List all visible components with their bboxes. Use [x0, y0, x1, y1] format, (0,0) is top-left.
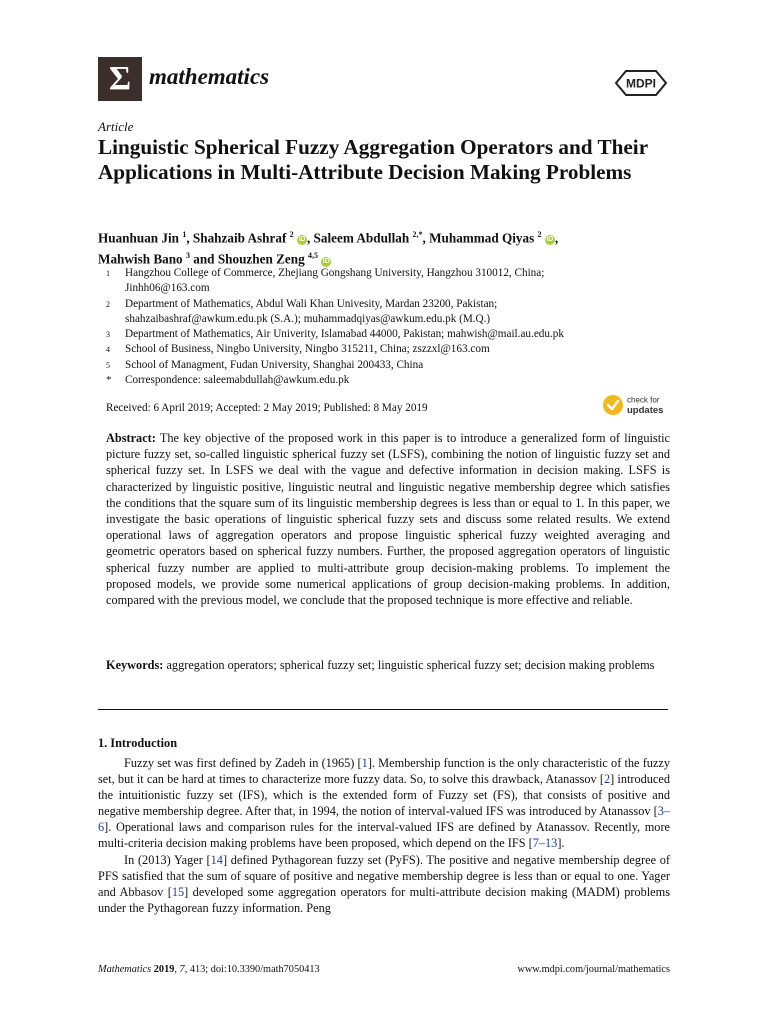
check-updates-icon — [603, 395, 623, 415]
author-affiliation-mark: 4,5 — [307, 251, 318, 261]
affiliation-line: Jinhh06@163.com — [125, 282, 210, 295]
affiliation-number: 2 — [106, 299, 110, 309]
author-separator: and — [189, 251, 218, 267]
affiliation-line: Correspondence: saleemabdullah@awkum.edu.pk — [125, 374, 350, 387]
affiliation-line: Department of Mathematics, Abdul Wali Khan Univesity, Mardan 23200, Pakistan; — [125, 297, 498, 310]
section-body — [98, 755, 670, 916]
affiliation-item — [98, 373, 678, 388]
journal-name: mathematics — [149, 64, 270, 89]
citation-link[interactable]: 3–6 — [98, 804, 670, 835]
affiliation-number: 4 — [106, 345, 110, 355]
mdpi-logo-icon — [612, 68, 670, 98]
citation-link[interactable]: 2 — [603, 772, 611, 787]
affiliation-line: School of Managment, Fudan University, Shanghai 200433, China — [125, 358, 424, 371]
author-name: Mahwish Bano — [98, 251, 183, 267]
paragraph-text: ]. Membership function is the only characteristic of the fuzzy set, but it can be hard at times to characterize more fuzzy data. So, to solve this drawback, Atanassov [ — [98, 756, 671, 787]
author-name: Huanhuan Jin — [98, 230, 180, 246]
check-updates-line2: updates — [627, 405, 664, 416]
affiliation-text — [125, 373, 678, 388]
orcid-icon[interactable]: iD — [298, 236, 306, 244]
publication-dates: Received: 6 April 2019; Accepted: 2 May 2019; Published: 8 May 2019 — [106, 402, 428, 414]
affiliation-text — [125, 266, 678, 297]
affiliation-number: 5 — [106, 360, 110, 370]
author-affiliation-mark: 3 — [185, 251, 190, 261]
paragraph-text: In (2013) Yager [ — [124, 852, 211, 867]
paragraph-text: ]. Operational laws and comparison rules for the interval-valued IFS are defined by Atanassov. Recently, more multi-criteria decision making problems have been proposed, which depend on the IFS [ — [98, 820, 670, 851]
affiliation-item — [98, 266, 678, 297]
author-affiliation-mark: 2 — [537, 230, 542, 239]
paragraph — [98, 755, 670, 852]
check-for-updates-badge[interactable] — [602, 393, 674, 417]
citation-link[interactable]: 14 — [210, 852, 223, 867]
author-separator: , — [306, 230, 314, 246]
footer-citation: Mathematics 2019, 7, 413; doi:10.3390/math7050413 — [98, 964, 320, 975]
author-separator: , — [422, 230, 430, 246]
author-name: Muhammad Qiyas — [429, 230, 535, 246]
citation-link[interactable]: 15 — [171, 884, 185, 899]
author-separator: , — [186, 230, 193, 246]
author-list — [98, 226, 688, 269]
affiliation-text — [125, 327, 678, 342]
citation-link[interactable]: 7–13 — [532, 836, 558, 851]
abstract-label: Abstract: — [106, 431, 156, 445]
affiliation-number: 3 — [106, 330, 110, 340]
footer-year: 2019 — [153, 964, 175, 975]
affiliation-text — [125, 358, 678, 373]
abstract-text: The key objective of the proposed work in this paper is to introduce a generalized form of linguistic picture fuzzy set, so-called linguistic spherical fuzzy set (LSFS), combining the notion of linguistic fuzzy set and spherical fuzzy set. In LSFS we deal with the vague and defective information in decision making. LSFS is characterized by linguistic positive, linguistic neutral and linguistic negative membership degree which satisfies the conditions that the square sum of its linguistic membership degrees is less than or equal to 1. In this paper, we investigate the basic operations of linguistic spherical fuzzy sets and discuss some related results. We extend operational laws of aggregation operators and propose linguistic spherical fuzzy weighted averaging and geometric operators based on spherical fuzzy numbers. Further, the proposed aggregation operators of linguistic spherical fuzzy number are applied to multi-attribute group decision-making problems. To implement the proposed models, we provide some numerical applications of group decision-making problems. In addition, compared with the previous model, we conclude that the proposed technique is more effective and reliable. — [106, 431, 670, 608]
author-affiliation-mark: 2 — [289, 230, 294, 239]
affiliation-number: 1 — [106, 269, 110, 278]
keywords-text: aggregation operators; spherical fuzzy set; linguistic spherical fuzzy set; decision making problems — [163, 658, 655, 672]
paragraph-text: Fuzzy set was first defined by Zadeh in (1965) [ — [124, 756, 362, 770]
affiliation-list — [98, 266, 678, 388]
paragraph-text: ] defined Pythagorean fuzzy set (PyFS). The positive and negative membership degree of PFS satisfied that the sum of square of positive and negative membership degree is less than or equal to one. Yager and Abbasov [ — [98, 852, 670, 899]
paper-title: Linguistic Spherical Fuzzy Aggregation Operators and Their Applications in Multi-Attribute Decision Making Problems — [98, 135, 648, 184]
affiliation-text — [125, 297, 678, 328]
affiliation-line: shahzaibashraf@awkum.edu.pk (S.A.); muhammadqiyas@awkum.edu.pk (M.Q.) — [125, 312, 491, 325]
orcid-icon[interactable]: iD — [546, 236, 554, 244]
keywords — [106, 657, 670, 673]
mdpi-logo-text: MDPI — [626, 76, 656, 91]
author-affiliation-mark: 1 — [182, 230, 187, 239]
article-type-label: Article — [98, 119, 134, 134]
affiliation-text — [125, 342, 678, 357]
affiliation-number: * — [106, 374, 112, 387]
section-divider — [98, 709, 668, 710]
paragraph-text: ]. — [557, 836, 565, 851]
paragraph-text: ] developed some aggregation operators for multi-attribute decision making (MADM) problems under the Pythagorean fuzzy information. Peng — [98, 884, 670, 915]
affiliation-line: Department of Mathematics, Air Univerity, Islamabad 44000, Pakistan; mahwish@mail.au.edu.pk — [125, 328, 564, 341]
abstract — [106, 430, 670, 608]
sigma-icon: Σ — [108, 60, 132, 97]
affiliation-item — [98, 342, 678, 357]
orcid-icon[interactable]: iD — [322, 257, 330, 265]
journal-logo — [98, 57, 142, 101]
author-name: Saleem Abdullah — [313, 230, 410, 246]
paragraph — [98, 852, 670, 916]
footer-journal: Mathematics — [98, 964, 152, 975]
citation-link[interactable]: 1 — [361, 756, 368, 770]
footer-doi: , 413; doi:10.3390/math7050413 — [184, 964, 320, 975]
author-name: Shahzaib Ashraf — [192, 230, 287, 246]
author-name: Shouzhen Zeng — [217, 251, 305, 267]
footer-volume: 7 — [179, 964, 185, 975]
affiliation-line: Hangzhou College of Commerce, Zhejiang Gongshang University, Hangzhou 310012, China; — [125, 267, 545, 279]
affiliation-item — [98, 327, 678, 342]
author-affiliation-mark: 2,* — [412, 230, 423, 239]
affiliation-item — [98, 358, 678, 373]
keywords-label: Keywords: — [106, 658, 164, 672]
author-separator: , — [554, 230, 559, 246]
footer-url[interactable]: www.mdpi.com/journal/mathematics — [517, 964, 670, 975]
affiliation-line: School of Business, Ningbo University, Ningbo 315211, China; zszzxl@163.com — [125, 343, 490, 356]
affiliation-item — [98, 297, 678, 328]
paragraph-text: ] introduced the intuitionistic fuzzy set (IFS), which is the extended form of Fuzzy set (FS), that consists of positive and negative membership degree. After that, in 1994, the notion of interval-valued IFS was introduced by Atanassov [ — [98, 772, 670, 819]
section-heading: 1. Introduction — [98, 736, 178, 750]
check-updates-line1: check for — [627, 395, 660, 405]
